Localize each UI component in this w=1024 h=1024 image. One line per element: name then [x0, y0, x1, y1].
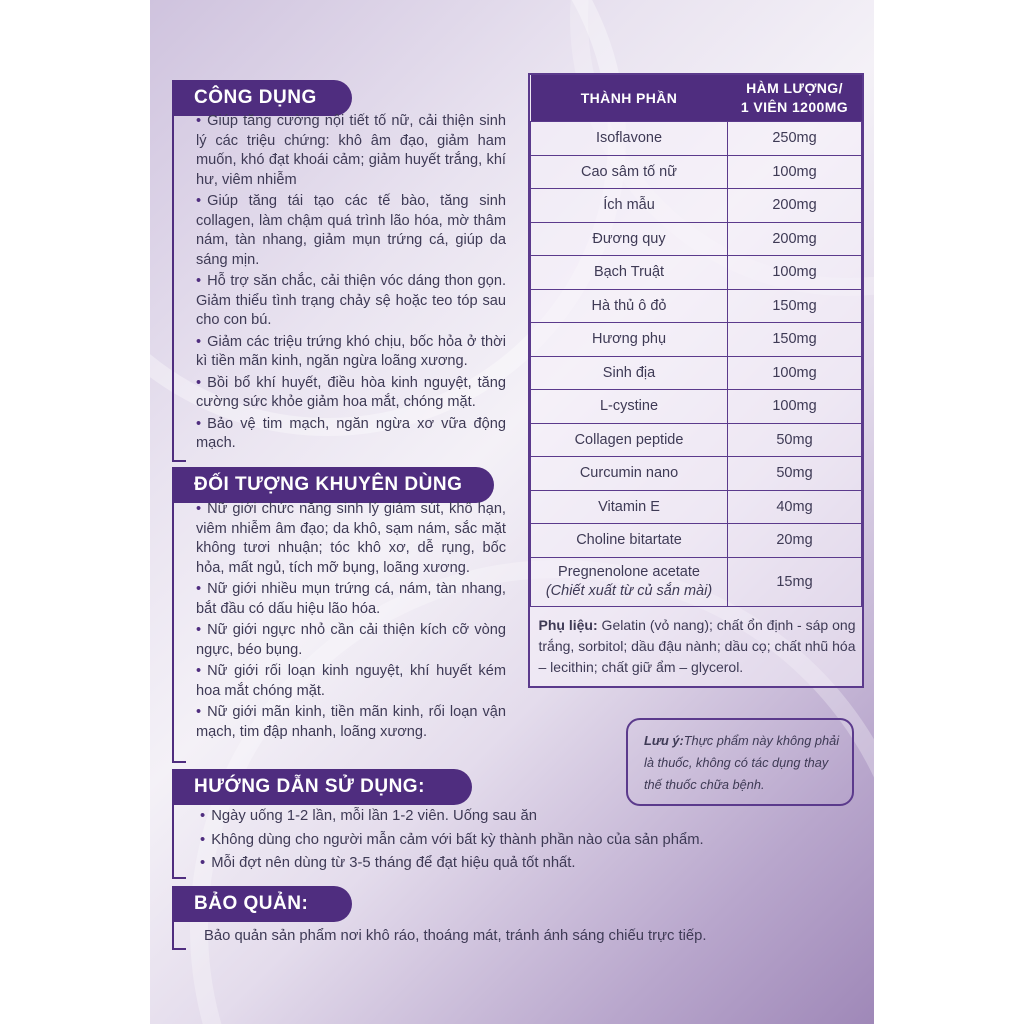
- ingredient-name: Bạch Truật: [531, 256, 728, 290]
- ingredient-name: Đương quy: [531, 222, 728, 256]
- header-amount-line2: 1 VIÊN 1200MG: [740, 99, 849, 115]
- list-item: • Nữ giới rối loạn kinh nguyệt, khí huyết kém hoa mắt chóng mặt.: [196, 663, 506, 699]
- ingredient-name-text: Pregnenolone acetate: [558, 563, 700, 580]
- ingredient-table: [528, 73, 864, 688]
- section-bracket: [172, 922, 186, 950]
- ingredient-name: Hà thủ ô đỏ: [531, 289, 728, 323]
- table-row: [531, 457, 862, 491]
- table-row: [531, 356, 862, 390]
- table-row: [531, 155, 862, 189]
- list-item: • Nữ giới chức năng sinh lý giảm sút, khô hạn, viêm nhiễm âm đạo; da khô, sạm nám, sắc mặt không tươi nhuận; tóc khô xơ, dễ rụng, bốc hỏa, mất ngủ, tích mỡ bụng, loãng xương.: [196, 501, 506, 576]
- ingredient-amount: 100mg: [728, 356, 862, 390]
- excipients-label: Phụ liệu:: [538, 616, 598, 633]
- header-ingredient: THÀNH PHẦN: [531, 75, 728, 122]
- ingredient-amount: 100mg: [728, 390, 862, 424]
- table-row: [531, 606, 862, 686]
- ingredient-name: Curcumin nano: [531, 457, 728, 491]
- table-row: [531, 490, 862, 524]
- list-item: • Mỗi đợt nên dùng từ 3-5 tháng để đạt hiệu quả tốt nhất.: [200, 855, 576, 871]
- section-bracket: [172, 116, 186, 462]
- ingredient-name: Cao sâm tố nữ: [531, 155, 728, 189]
- bao-quan-text: Bảo quản sản phẩm nơi khô ráo, thoáng mát, tránh ánh sáng chiếu trực tiếp.: [204, 928, 707, 944]
- section-title-bao-quan: BẢO QUẢN:: [172, 886, 352, 922]
- ingredient-amount: 50mg: [728, 423, 862, 457]
- list-item: • Bồi bổ khí huyết, điều hòa kinh nguyệt, tăng cường sức khỏe giảm hoa mắt, chóng mặt.: [196, 374, 506, 410]
- ingredient-name: Hương phụ: [531, 323, 728, 357]
- ingredient-name: [531, 557, 728, 606]
- section-title-cong-dung: CÔNG DỤNG: [172, 80, 352, 116]
- section-list-cong-dung: [196, 112, 506, 456]
- ingredient-amount: 50mg: [728, 457, 862, 491]
- note-label: Lưu ý:: [644, 733, 684, 748]
- ingredient-name: Choline bitartate: [531, 524, 728, 558]
- table-row: [531, 390, 862, 424]
- section-bracket: [172, 503, 186, 763]
- excipients-text: Gelatin (vỏ nang); chất ổn định - sáp ong trắng, sorbitol; dầu đậu nành; dầu cọ; chất nhũ hóa – lecithin; chất giữ ẩm – glycerol.: [538, 616, 856, 675]
- ingredient-amount: 200mg: [728, 222, 862, 256]
- list-item: • Giảm các triệu trứng khó chịu, bốc hỏa ở thời kì tiền mãn kinh, ngăn ngừa loãng xương.: [196, 333, 506, 369]
- ingredient-amount: 20mg: [728, 524, 862, 558]
- table-row: [531, 122, 862, 156]
- header-amount: [728, 75, 862, 122]
- section-title-doi-tuong: ĐỐI TƯỢNG KHUYÊN DÙNG: [172, 467, 494, 503]
- table-row: [531, 323, 862, 357]
- table-row: [531, 289, 862, 323]
- list-item: • Bảo vệ tim mạch, ngăn ngừa xơ vữa động mạch.: [196, 415, 506, 451]
- table-row: [531, 557, 862, 606]
- list-item: • Nữ giới mãn kinh, tiền mãn kinh, rối loạn vận mạch, tim đập nhanh, loãng xương.: [196, 704, 506, 740]
- ingredient-name-sub: (Chiết xuất từ củ sắn mài): [545, 582, 713, 599]
- table-row: [531, 189, 862, 223]
- excipients-cell: [531, 606, 862, 686]
- list-item: • Ngày uống 1-2 lần, mỗi lần 1-2 viên. Uống sau ăn: [200, 808, 537, 824]
- table-row: [531, 222, 862, 256]
- section-list-doi-tuong: [196, 500, 506, 744]
- ingredient-name: L-cystine: [531, 390, 728, 424]
- note-box: [626, 718, 854, 806]
- section-list-huong-dan: [200, 806, 780, 877]
- table-row: [531, 524, 862, 558]
- section-title-huong-dan: HƯỚNG DẪN SỬ DỤNG:: [172, 769, 472, 805]
- list-item: • Không dùng cho người mẫn cảm với bất kỳ thành phần nào của sản phẩm.: [200, 831, 704, 848]
- table-row: [531, 256, 862, 290]
- section-bracket: [172, 805, 186, 879]
- ingredient-amount: 40mg: [728, 490, 862, 524]
- list-item: • Nữ giới nhiều mụn trứng cá, nám, tàn nhang, bắt đầu có dấu hiệu lão hóa.: [196, 581, 506, 617]
- header-amount-line1: HÀM LƯỢNG/: [746, 80, 843, 96]
- ingredient-amount: 100mg: [728, 256, 862, 290]
- ingredient-amount: 200mg: [728, 189, 862, 223]
- ingredient-amount: 100mg: [728, 155, 862, 189]
- list-item: • Hỗ trợ săn chắc, cải thiện vóc dáng thon gọn. Giảm thiểu tình trạng chảy sệ hoặc teo tóp sau cho con bú.: [196, 273, 506, 328]
- table-header-row: [531, 75, 862, 122]
- ingredient-name: Sinh địa: [531, 356, 728, 390]
- table-row: [531, 423, 862, 457]
- list-item: • Nữ giới ngực nhỏ cần cải thiện kích cỡ vòng ngực, béo bụng.: [196, 622, 506, 658]
- ingredient-amount: 150mg: [728, 323, 862, 357]
- ingredient-name: Vitamin E: [531, 490, 728, 524]
- ingredient-name: Ích mẫu: [531, 189, 728, 223]
- note-text: Thực phẩm này không phải là thuốc, không có tác dụng thay thế thuốc chữa bệnh.: [644, 733, 840, 792]
- ingredient-name: Collagen peptide: [531, 423, 728, 457]
- ingredient-amount: 250mg: [728, 122, 862, 156]
- ingredient-amount: 150mg: [728, 289, 862, 323]
- ingredient-name: Isoflavone: [531, 122, 728, 156]
- list-item: • Giúp tăng tái tạo các tế bào, tăng sinh collagen, làm chậm quá trình lão hóa, mờ thâm nám, tàn nhang, giảm mụn trứng cá, giúp da sáng mịn.: [196, 193, 506, 268]
- list-item: • Giúp tăng cường nội tiết tố nữ, cải thiện sinh lý các triệu chứng: khô âm đạo, giảm ham muốn, khó đạt khoái cảm; giảm huyết trắng, khí hư, viêm nhiễm: [196, 113, 506, 188]
- ingredient-amount: 15mg: [728, 557, 862, 606]
